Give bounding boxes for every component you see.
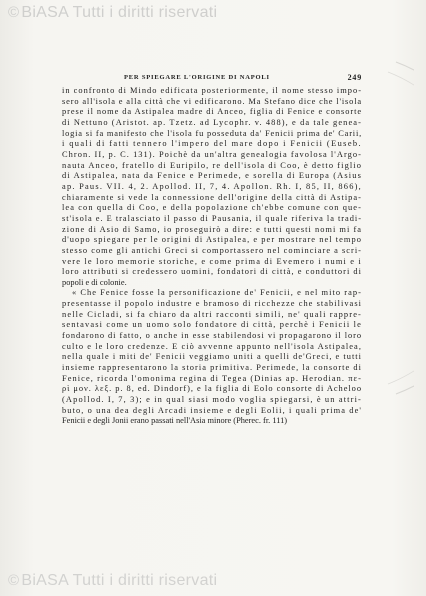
text-line: presentasse il popolo industre e bramoso di ricchezze che stabilivasi	[62, 299, 362, 309]
text-line: lea con quella di Coo, e della popolazione ch'ebbe comune con que-	[62, 203, 362, 213]
text-line: chiaramente si vede la connessione dell'origine della città di Astipa-	[62, 192, 362, 202]
text-line: Fenicii e degli Jonii erano passati nell'Asia minore (Pherec. fr. 111)	[62, 416, 288, 426]
text-line: vere le loro memorie storiche, e come prima di Evemero i numi e i	[62, 256, 362, 266]
page-header	[62, 74, 362, 86]
text-line: nauta Anceo, fratello di Euripilo, re dell'isola di Coo, è detto figlio	[62, 160, 362, 170]
watermark-bottom	[8, 572, 217, 590]
text-line: nelle Cicladi, si fa chiaro da altri racconti simili, ne' quali rappre-	[62, 309, 362, 319]
text-line: nella quale i miti de' Fenicii veggiamo uniti a quelli de'Greci, e tutti	[62, 352, 362, 362]
page-number: 249	[347, 73, 362, 82]
text-line: sero all'isola e alla città che vi edificarono. Ma Stefano dice che l'isola	[62, 96, 362, 106]
text-line: culto e le loro credenze. E ciò avvenne appunto nell'isola Astipalea,	[62, 341, 362, 351]
paragraph	[62, 288, 362, 427]
text-line: di Astipalea, nata da Fenice e Perimede, e sorella di Europa (Asius	[62, 171, 362, 181]
text-line: stesso come gli antichi Greci si comportassero nel cominciare a scri-	[62, 245, 362, 255]
text-line: logia si fa manifesto che l'isola fu posseduta da' Fenicii prima de' Carii,	[62, 128, 362, 138]
text-line: i quali di fatti tennero l'impero del mare dopo i Fenicii (Euseb.	[62, 139, 362, 149]
copyright-icon: ©	[8, 4, 20, 21]
text-line: Fenice, ricorda l'omonima regina di Tegea (Dinias ap. Herodian. πε-	[62, 373, 362, 383]
watermark-top	[8, 4, 217, 22]
text-line: (Apollod. I, 7, 3); e in qual siasi modo voglia spiegarsi, è un attri-	[62, 395, 362, 405]
watermark-top-text: BiASA Tutti i diritti riservati	[21, 4, 218, 21]
text-line: insieme rappresentarono la storia primitiva. Perimede, la consorte di	[62, 363, 362, 373]
text-line: popoli e di colonie.	[62, 277, 127, 287]
text-line: buto, o una dea degli Arcadi insieme e degli Eolii, i quali prima de'	[62, 405, 362, 415]
body-text	[62, 86, 362, 427]
text-line: fondarono di fatto, o anche in esse stabilendosi vi propagarono il loro	[62, 331, 362, 341]
text-line: sentavasi come un uomo solo fondatore di città, perchè i Fenicii le	[62, 320, 362, 330]
text-line: Chron. II, p. C. 131). Poichè da un'altra genealogia favolosa l'Argo-	[62, 149, 362, 159]
watermark-bottom-text: BiASA Tutti i diritti riservati	[21, 572, 218, 589]
text-line: zione di Asio di Samo, io proseguirò a dire: e tutti questi nomi mi fa	[62, 224, 362, 234]
text-line: loro attributi si credessero uomini, fondatori di città, e conduttori di	[62, 267, 362, 277]
paragraph	[62, 86, 362, 288]
text-line: prese il nome da Astipalea madre di Anceo, figlia di Fenice e consorte	[62, 107, 362, 117]
text-line: ρὶ μον. λεξ. p. 8, ed. Dindorf), e la figlia di Eolo consorte di Acheloo	[62, 384, 362, 394]
text-line: in confronto di Mindo edificata posteriormente, il nome stesso impo-	[62, 86, 362, 95]
text-line: « Che Fenice fosse la personificazione de' Fenicii, e nel mito rap-	[72, 288, 362, 298]
text-line: di Nettuno (Aristot. ap. Tzetz. ad Lycophr. v. 488), e da tale genea-	[62, 117, 362, 127]
running-head: PER SPIEGARE L'ORIGINE DI NAPOLI	[124, 74, 270, 81]
text-line: ap. Paus. VII. 4, 2. Apollod. II, 7, 4. Apollon. Rh. I, 85, II, 866),	[62, 181, 362, 191]
text-line: st'isola e. E tralasciato il passo di Pausania, il quale riferiva la tradi-	[62, 213, 362, 223]
copyright-icon: ©	[8, 572, 20, 589]
text-line: d'uopo spiegare per le origini di Astipalea, e per mostrare nel tempo	[62, 235, 362, 245]
